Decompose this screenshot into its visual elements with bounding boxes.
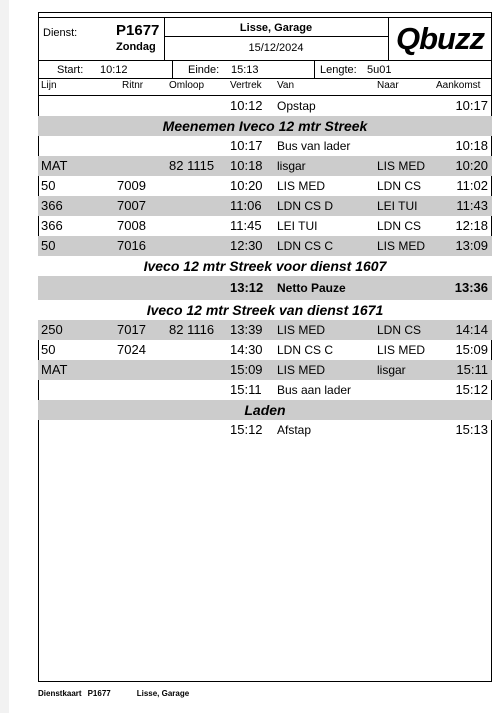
start-value: 10:12	[100, 64, 128, 76]
lijn-cell: MAT	[41, 158, 68, 173]
van-cell: lisgar	[277, 159, 306, 173]
table-row	[38, 156, 492, 176]
van-cell: LDN CS C	[277, 343, 334, 357]
naar-cell: LDN CS	[377, 179, 422, 193]
lijn-cell: 366	[41, 198, 63, 213]
ritnr-cell: 7007	[117, 198, 146, 213]
table-row	[38, 196, 492, 216]
van-cell: LIS MED	[277, 179, 326, 193]
table-row	[38, 420, 492, 440]
naar-cell: LIS MED	[377, 159, 426, 173]
section-title: Iveco 12 mtr Streek voor dienst 1607	[38, 256, 492, 276]
aankomst-cell: 10:18	[455, 138, 488, 153]
van-cell: LDN CS C	[277, 239, 334, 253]
lijn-cell: 50	[41, 178, 56, 193]
lijn-cell: MAT	[41, 362, 68, 377]
pause-row	[38, 276, 492, 300]
aankomst-cell: 10:20	[455, 158, 488, 173]
vertrek-cell: 11:06	[230, 198, 262, 213]
page-margin	[0, 0, 9, 713]
table-row	[38, 360, 492, 380]
pause-label: Netto Pauze	[277, 281, 346, 295]
document-header	[38, 17, 492, 61]
dienst-code: P1677	[116, 22, 160, 39]
column-header-vertrek: Vertrek	[230, 80, 262, 91]
schedule-table	[38, 96, 492, 440]
footer-label: Dienstkaart	[38, 689, 82, 698]
footer-location: Lisse, Garage	[136, 689, 190, 698]
aankomst-cell: 11:02	[456, 178, 488, 193]
vertrek-cell: 13:39	[230, 322, 263, 337]
shift-times-row	[38, 61, 492, 79]
ritnr-cell: 7008	[117, 218, 146, 233]
naar-cell: LIS MED	[377, 239, 426, 253]
lijn-cell: 50	[41, 238, 56, 253]
column-header-omloop: Omloop	[169, 80, 205, 91]
van-cell: LDN CS D	[277, 199, 334, 213]
section-title: Iveco 12 mtr Streek van dienst 1671	[38, 300, 492, 320]
column-header-ritnr: Ritnr	[122, 80, 144, 91]
vertrek-cell: 10:17	[230, 138, 263, 153]
ritnr-cell: 7009	[117, 178, 146, 193]
van-cell: LEI TUI	[277, 219, 318, 233]
company-logo: Qbuzz	[396, 21, 484, 56]
einde-value: 15:13	[231, 64, 259, 76]
omloop-cell: 82 1116	[169, 322, 215, 337]
column-header-lijn: Lijn	[41, 80, 57, 91]
dienst-label: Dienst:	[43, 27, 78, 39]
aankomst-cell: 11:43	[456, 198, 488, 213]
aankomst-cell: 12:18	[455, 218, 488, 233]
table-row	[38, 216, 492, 236]
table-row	[38, 136, 492, 156]
vertrek-cell: 11:45	[230, 218, 262, 233]
vertrek-cell: 15:12	[230, 422, 263, 437]
start-label: Start:	[57, 64, 84, 76]
header-divider	[164, 36, 388, 37]
van-cell: Bus aan lader	[277, 383, 352, 397]
table-row	[38, 236, 492, 256]
table-row	[38, 96, 492, 116]
footer	[38, 689, 215, 698]
column-header-aankomst: Aankomst	[436, 80, 481, 91]
einde-label: Einde:	[188, 64, 220, 76]
section-title: Laden	[38, 400, 492, 420]
lijn-cell: 366	[41, 218, 63, 233]
vertrek-cell: 10:12	[230, 98, 263, 113]
van-cell: LIS MED	[277, 363, 326, 377]
ritnr-cell: 7016	[117, 238, 146, 253]
table-row	[38, 320, 492, 340]
naar-cell: LEI TUI	[377, 199, 418, 213]
vertrek-cell: 14:30	[230, 342, 263, 357]
aankomst-cell: 13:09	[455, 238, 488, 253]
aankomst-cell: 15:11	[456, 362, 488, 377]
section-title: Meenemen Iveco 12 mtr Streek	[38, 116, 492, 136]
vertrek-cell: 15:11	[230, 382, 262, 397]
omloop-cell: 82 1115	[169, 158, 215, 173]
van-cell: LIS MED	[277, 323, 326, 337]
location: Lisse, Garage	[239, 22, 313, 34]
van-cell: Opstap	[277, 99, 316, 113]
lengte-label: Lengte:	[320, 64, 357, 76]
lengte-value: 5u01	[367, 64, 392, 76]
dienst-day: Zondag	[116, 41, 156, 53]
lijn-cell: 250	[41, 322, 63, 337]
vertrek-cell: 12:30	[230, 238, 263, 253]
pause-start: 13:12	[230, 280, 264, 295]
lijn-cell: 50	[41, 342, 56, 357]
pause-end: 13:36	[454, 280, 488, 295]
aankomst-cell: 15:12	[455, 382, 488, 397]
ritnr-cell: 7017	[117, 322, 146, 337]
naar-cell: LIS MED	[377, 343, 426, 357]
date: 15/12/2024	[248, 42, 304, 54]
aankomst-cell: 14:14	[455, 322, 488, 337]
table-row	[38, 340, 492, 360]
aankomst-cell: 15:13	[455, 422, 488, 437]
naar-cell: LDN CS	[377, 323, 422, 337]
vertrek-cell: 10:20	[230, 178, 263, 193]
column-headers	[38, 79, 492, 96]
column-header-van: Van	[277, 80, 295, 91]
van-cell: Afstap	[277, 423, 312, 437]
ritnr-cell: 7024	[117, 342, 146, 357]
vertrek-cell: 15:09	[230, 362, 263, 377]
aankomst-cell: 15:09	[455, 342, 488, 357]
header-divider	[388, 18, 389, 60]
naar-cell: lisgar	[377, 363, 406, 377]
row-divider	[172, 61, 173, 78]
aankomst-cell: 10:17	[455, 98, 488, 113]
footer-code: P1677	[87, 689, 111, 698]
naar-cell: LDN CS	[377, 219, 422, 233]
table-row	[38, 380, 492, 400]
column-header-naar: Naar	[377, 80, 399, 91]
van-cell: Bus van lader	[277, 139, 351, 153]
vertrek-cell: 10:18	[230, 158, 263, 173]
row-divider	[314, 61, 315, 78]
table-row	[38, 176, 492, 196]
